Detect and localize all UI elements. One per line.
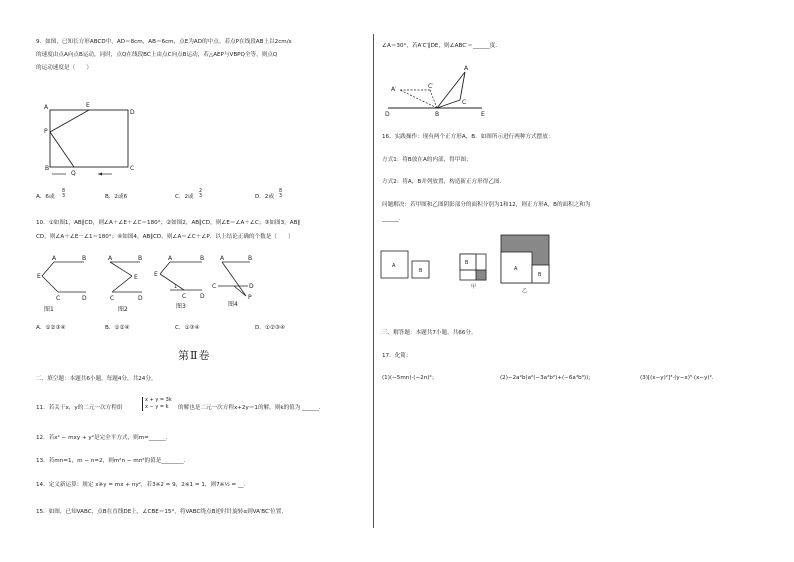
fig2-line-ae — [110, 262, 132, 276]
q9-option-d: D．2或 — [255, 194, 275, 200]
segment-ba-prime — [400, 90, 437, 108]
q10-line2: CD，则∠A＋∠E－∠1＝180°；④如图4，AB∥CD，则∠A＝∠C＋∠P．以上结论正确的个数是（ ） — [36, 234, 294, 240]
fig4-p: P — [248, 294, 252, 301]
fig1-e: E — [37, 273, 41, 280]
q9-figure — [36, 96, 146, 178]
q16-way1: 方式1：将B放在A的内部，得甲图； — [382, 157, 472, 163]
label-a: A — [44, 104, 49, 111]
q17-heading: 17．化简： — [382, 353, 412, 359]
caption-jia: 甲 — [471, 284, 477, 290]
fig2-caption: 图2 — [118, 306, 128, 313]
fig3-e: E — [154, 271, 158, 278]
segment-bc-prime — [430, 90, 437, 108]
q9-line1: 9．如图，已知长方形ABCD中，AD＝8cm，AB＝6cm，点E为AD的中点。若点P在线段AB上以2cm/s — [36, 39, 292, 45]
q9-line2: 的速度由点A向点B运动，同时，点Q在线段BC上由点C向点B运动，若△AEP与VBPQ全等，则点Q — [36, 52, 278, 58]
fig1-d: D — [82, 295, 87, 302]
label-e: E — [481, 111, 485, 118]
q12: 12．若x² − mxy + y²是完全平方式，则m=______. — [36, 435, 168, 441]
q9-option-a: A．6或 — [36, 194, 55, 200]
q15-figure — [382, 64, 492, 120]
q10-option-a: A．①②③④ — [36, 325, 66, 331]
label-b: B — [419, 268, 423, 274]
fig4-a: A — [220, 255, 225, 262]
q10-option-c: C．①③④ — [175, 325, 200, 331]
fig4-line-ap — [222, 262, 246, 296]
q17-part1: (1)(−5mn)·(−2n)²； — [382, 375, 438, 381]
q16-blank: ______. — [382, 216, 401, 222]
q16-problem: 问题解决：若甲图和乙图阴影部分的面积分别为1和12，则正方形A，B的面积之和为 — [382, 202, 591, 208]
q15-line2: ∠A＝30°，若A′C′∥DE，则∠ABC′＝______度． — [382, 43, 501, 49]
q9-frac-d — [279, 189, 282, 199]
part2-heading: 二、填空题：本题共6小题，每题4分，共24分。 — [36, 376, 157, 382]
q9-frac-a — [62, 189, 65, 199]
label-q: Q — [71, 170, 76, 177]
frac-num: 8 — [62, 189, 66, 194]
fig2-b: B — [138, 255, 143, 262]
fig1-c: C — [56, 295, 61, 302]
part3-heading: 三、解答题：本题共7小题，共66分。 — [382, 330, 477, 336]
label-p: P — [44, 128, 48, 135]
label-a-prime: A′ — [391, 86, 397, 93]
caption-yi: 乙 — [522, 288, 528, 294]
q11-suffix: 的解也是二元一次方程x+2y＝1的解，则k的值为 ______. — [178, 405, 321, 411]
fig3-d: D — [200, 293, 205, 300]
yi-label-a: A — [514, 266, 518, 272]
q16-way2: 方式2：将A，B并列放置，构造新正方形得乙图． — [382, 179, 506, 185]
fig2-a: A — [108, 255, 113, 262]
q16-figures — [380, 234, 560, 298]
label-d: D — [385, 111, 390, 118]
q10-figures — [36, 252, 276, 314]
fig4-d: D — [249, 283, 254, 290]
label-b: B — [435, 111, 440, 118]
fig3-angle-1: 1 — [174, 284, 178, 290]
label-c: C — [130, 165, 135, 172]
fig1-b: B — [82, 255, 87, 262]
frac-num: 2 — [199, 189, 203, 194]
segment-pe — [50, 110, 89, 132]
q9-line3: 的运动速度是（ ） — [36, 65, 92, 71]
q9-option-c: C．2或 — [175, 194, 194, 200]
fig1-caption: 图1 — [44, 306, 54, 313]
frac-num: 8 — [279, 189, 283, 194]
label-e: E — [86, 102, 90, 109]
q17-part2: (2)−2a²b(a²(−3a²b²)+(−6a⁴b³))； — [500, 375, 594, 381]
q11-eq2: x − y = k — [145, 404, 169, 410]
q17-part3: (3)[(x−y)²]³·(y−x)⁵·(x−y)². — [640, 375, 714, 381]
column-divider — [373, 34, 374, 528]
fig2-e: E — [134, 274, 138, 281]
q16-line1: 16．实践操作：现有两个正方形A，B．如图所示进行两种方式摆放： — [382, 134, 554, 140]
fig3-caption: 图3 — [176, 303, 186, 310]
fig3-c: C — [182, 293, 187, 300]
jia-shaded — [476, 270, 486, 280]
fig1-a: A — [52, 255, 57, 262]
q10-option-d: D．①②③④ — [255, 325, 285, 331]
label-c-prime: C′ — [428, 83, 434, 90]
frac-den: 3 — [279, 194, 283, 199]
frac-den: 3 — [62, 194, 66, 199]
q9-option-b: B．2或6 — [105, 194, 128, 200]
rectangle-abcd — [50, 110, 128, 167]
frac-den: 3 — [199, 194, 203, 199]
fig1-line-ae — [42, 262, 54, 276]
section-title: 第Ⅱ卷 — [178, 349, 211, 362]
q10-option-b: B．①②④ — [105, 325, 130, 331]
label-a: A — [392, 263, 396, 269]
q11-eq1: x + y = 3k — [145, 397, 172, 403]
fig2-c: C — [110, 295, 115, 302]
label-c: C — [462, 99, 467, 106]
fig3-line-ec — [160, 274, 184, 290]
fig4-caption: 图4 — [228, 301, 238, 308]
segment-ac — [460, 72, 465, 100]
fig4-c: C — [212, 283, 217, 290]
fig2-line-ec — [112, 276, 132, 292]
fig3-a: A — [168, 255, 173, 262]
fig1-line-ec — [42, 276, 58, 292]
q10-line1: 10．①如图1，AB∥CD，则∠A＋∠E＋∠C＝180°；②如图2，AB∥CD，则∠E＝∠A＋∠C；③如图3，AB∥ — [36, 220, 301, 226]
segment-pq — [50, 132, 74, 167]
fig3-line-ae — [160, 262, 170, 274]
jia-label-b: B — [465, 260, 469, 266]
q14: 14．定义新运算：规定 x※y = mx + ny²，若3※2 = 9，2※1 = 1，则7※½ = __. — [36, 482, 246, 488]
q9-frac-c — [199, 189, 202, 199]
segment-ba — [437, 72, 465, 108]
label-b: B — [45, 165, 50, 172]
fig2-d: D — [138, 295, 143, 302]
fig3-b: B — [200, 255, 205, 262]
q11-prefix: 11．若关于x，y的二元一次方程组 — [36, 405, 123, 411]
label-d: D — [130, 109, 135, 116]
yi-label-b: B — [538, 272, 542, 278]
q11-system — [142, 397, 172, 411]
label-a: A — [464, 65, 469, 72]
q13: 13．若mn=1，m − n=2，则m²n − mn²的值是________. — [36, 458, 186, 464]
fig4-b: B — [248, 255, 253, 262]
q15-line1: 15．如图，已知VABC，点B在直线DE上，∠CBE＝15°，将VABC绕点B逆时针旋转α到VA′BC′位置， — [36, 509, 287, 515]
arrow-q-head — [98, 173, 102, 176]
